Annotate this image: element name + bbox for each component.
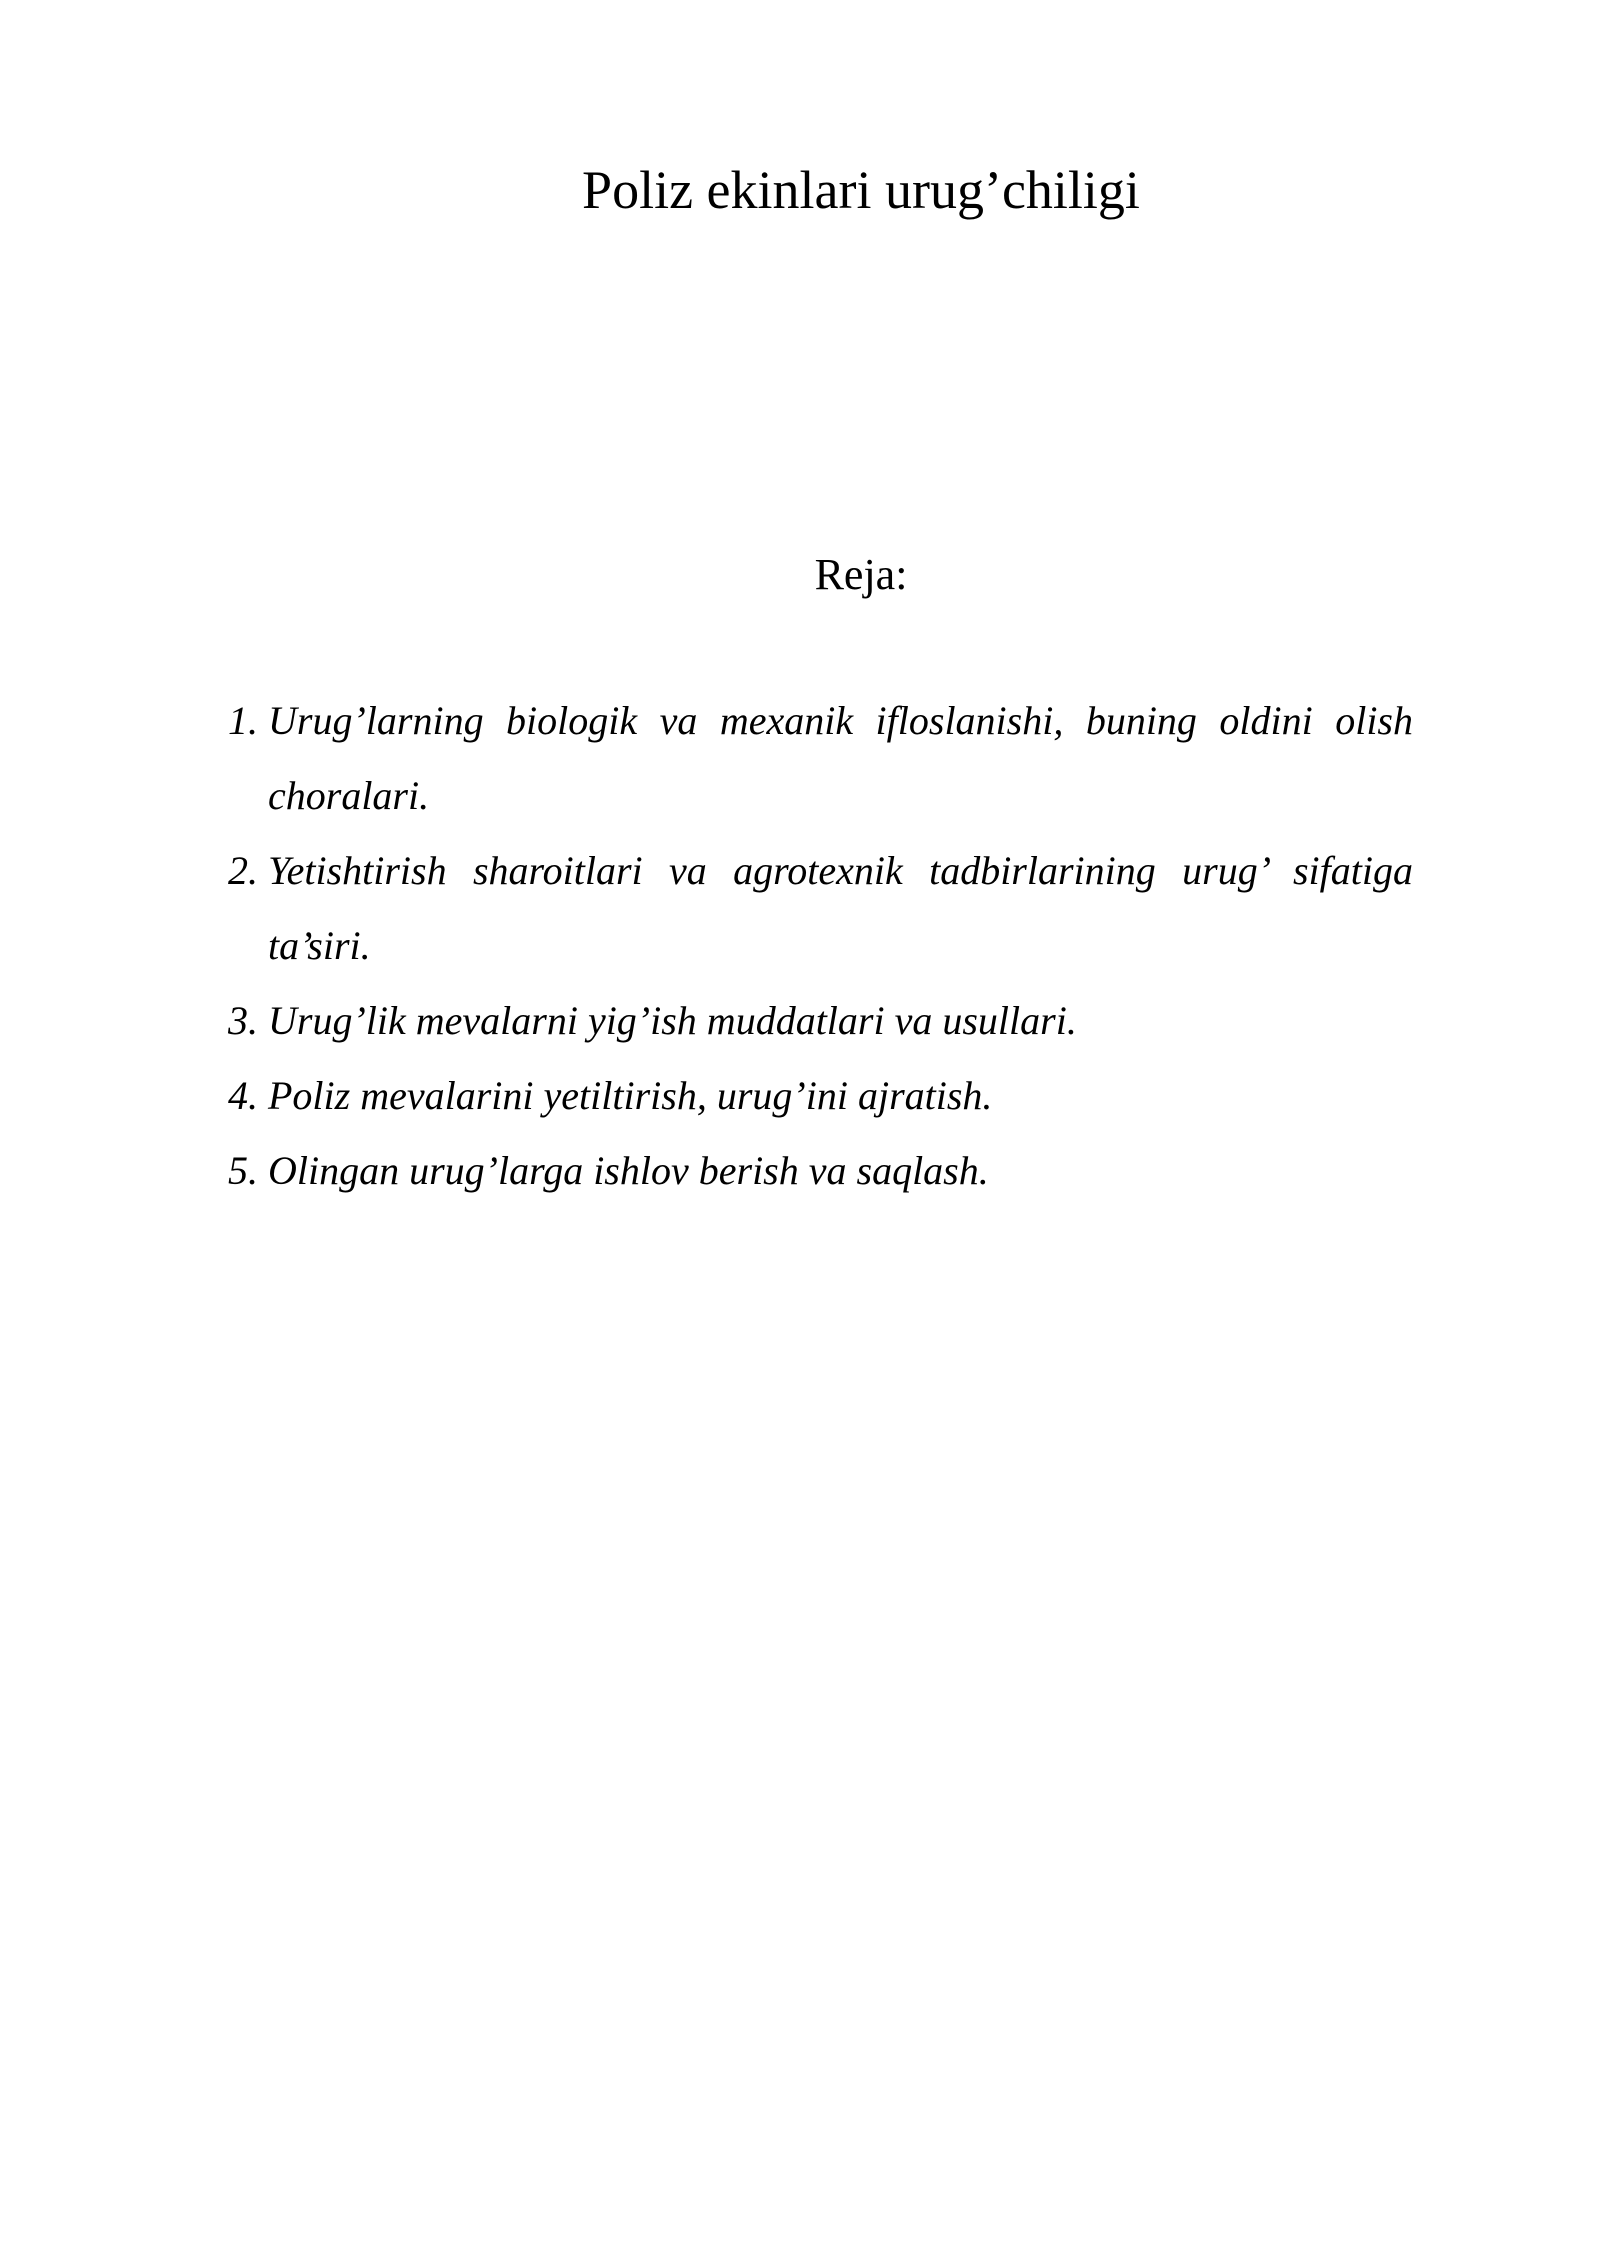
plan-item-text: Olingan urug’larga ishlov berish va saqlash. bbox=[268, 1148, 989, 1193]
plan-item-number: 3. bbox=[228, 998, 258, 1043]
plan-list bbox=[228, 683, 1413, 1208]
plan-item bbox=[228, 1058, 1413, 1133]
plan-item-number: 2. bbox=[228, 848, 258, 893]
plan-item bbox=[228, 1133, 1413, 1208]
plan-item bbox=[228, 833, 1413, 983]
plan-item-number: 1. bbox=[228, 698, 258, 743]
plan-item-text: Poliz mevalarini yetiltirish, urug’ini ajratish. bbox=[268, 1073, 993, 1118]
plan-heading: Reja: bbox=[814, 550, 908, 599]
plan-item bbox=[228, 683, 1413, 833]
plan-item bbox=[228, 983, 1413, 1058]
document-title: Poliz ekinlari urug’chiligi bbox=[582, 160, 1140, 220]
plan-item-number: 4. bbox=[228, 1073, 258, 1118]
plan-item-text: Urug’larning biologik va mexanik ifloslanishi, buning oldini olish choralari. bbox=[268, 698, 1413, 818]
plan-item-number: 5. bbox=[228, 1148, 258, 1193]
plan-item-text: Urug’lik mevalarni yig’ish muddatlari va usullari. bbox=[268, 998, 1077, 1043]
plan-item-text: Yetishtirish sharoitlari va agrotexnik tadbirlarining urug’ sifatiga ta’siri. bbox=[268, 848, 1413, 968]
